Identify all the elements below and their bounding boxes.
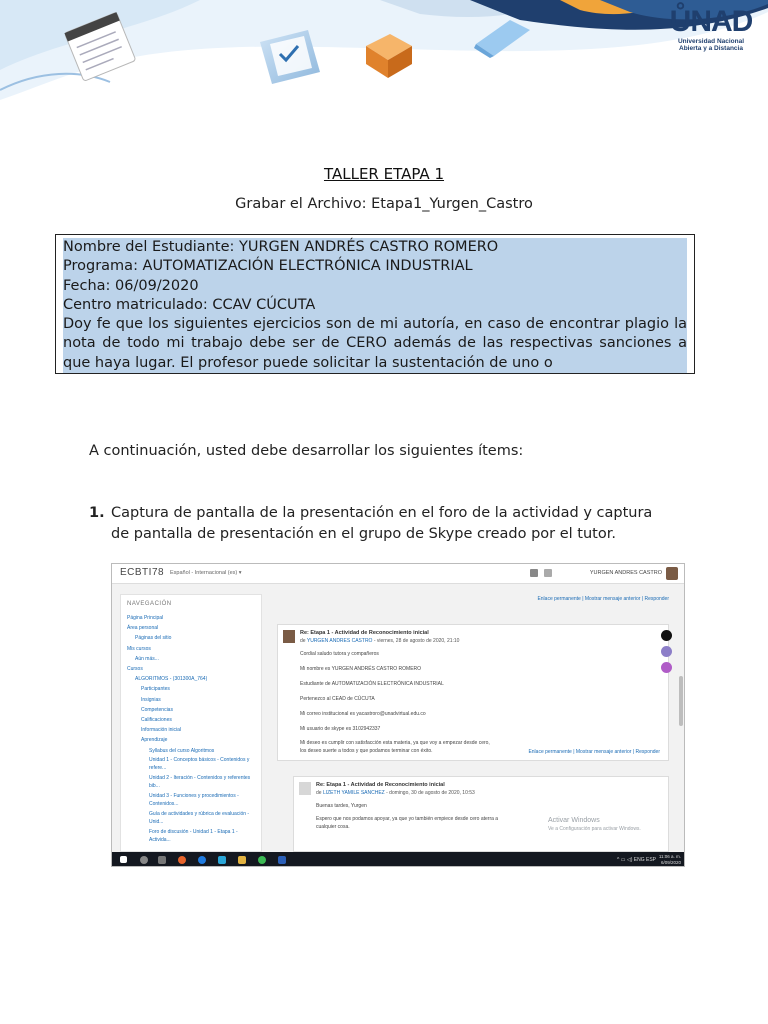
messages-icon [530, 569, 538, 577]
logo-line-1: Universidad Nacional [677, 38, 745, 45]
date: Fecha: 06/09/2020 [63, 277, 687, 296]
nav-item: Información inicial [141, 727, 182, 734]
nav-item: Página Principal [127, 615, 164, 621]
logo-line-2: Abierta y a Distancia [679, 45, 743, 52]
post-title: Re: Etapa 1 - Actividad de Reconocimiento inicial [300, 630, 429, 636]
nav-item: Participantes [141, 686, 170, 693]
dark-mode-icon [661, 630, 672, 641]
nav-item: Foro de discusión - Unidad 1 - Etapa 1 - Activida... [149, 828, 238, 843]
nav-item: Mis cursos [127, 645, 151, 652]
nav-item: Cursos [127, 666, 143, 673]
forum-post [277, 624, 669, 761]
site-brand: ECBTI78 [120, 567, 165, 578]
nav-item: Aún más... [135, 655, 159, 662]
document-subtitle: Grabar el Archivo: Etapa1_Yurgen_Castro [235, 196, 533, 212]
language-selector: Español - Internacional (es) ▾ [170, 570, 242, 576]
forum-post [293, 776, 669, 852]
light-blue-shape [470, 14, 536, 60]
edge-icon [218, 856, 226, 864]
nav-item: Unidad 1 - Conceptos básicos - Contenidos y refere... [149, 756, 250, 771]
user-avatar [666, 567, 678, 580]
student-info-box [55, 234, 695, 374]
nav-item: Unidad 2 - Iteración - Contenidos y referentes bib... [149, 774, 251, 789]
center: Centro matriculado: CCAV CÚCUTA [63, 296, 687, 315]
nav-heading: NAVEGACIÓN [127, 601, 172, 607]
screenshot-topbar [112, 564, 685, 584]
start-icon [120, 856, 127, 863]
clock: 11:06 a. m. 6/09/2020 [658, 854, 681, 865]
forum-thread [269, 590, 677, 852]
notifications-icon [544, 569, 552, 577]
item-number: 1. [89, 505, 105, 521]
nav-item: Insignias [141, 696, 161, 703]
navigation-block [120, 594, 262, 852]
nav-item: Aprendizaje [141, 737, 168, 744]
system-tray: ^ ▭ ◁) ENG ESP [617, 857, 656, 863]
post-links-top: Enlace permanente | Mostrar mensaje anterior | Responder [537, 596, 669, 602]
nav-item: Competencias [141, 706, 173, 713]
search-icon [140, 856, 148, 864]
list-item [89, 503, 669, 545]
skype-icon [198, 856, 206, 864]
document-title: TALLER ETAPA 1 [323, 165, 445, 183]
header-banner [0, 0, 768, 110]
task-view-icon [158, 856, 166, 864]
accessibility-icon [661, 646, 672, 657]
clipboard-icon [250, 22, 330, 90]
windows-watermark: Activar Windows Ve a Configuración para activar Windows. [548, 817, 641, 832]
chrome-icon [258, 856, 266, 864]
box-icon [358, 30, 418, 82]
tools-icon [661, 662, 672, 673]
nav-item: ALGORITMOS - (301300A_764) [135, 676, 208, 683]
program: Programa: AUTOMATIZACIÓN ELECTRÓNICA INDUSTRIAL [63, 257, 687, 276]
unad-logo [668, 6, 754, 52]
post-avatar [283, 630, 295, 643]
authorship-statement: Doy fe que los siguientes ejercicios son de mi autoría, en caso de encontrar plagio la nota de todo mi trabajo debe ser de CERO además de las respectivas sanciones a que haya lugar. El profesor puede solicitar la sustentación de uno o [63, 315, 687, 373]
post-title: Re: Etapa 1 - Actividad de Reconocimiento inicial [316, 782, 445, 788]
nav-item: Páginas del sitio [135, 635, 172, 642]
intro-text: A continuación, usted debe desarrollar los siguientes ítems: [89, 443, 524, 459]
nav-item: Syllabus del curso Algoritmos [149, 747, 215, 754]
post-meta: de LIZETH YAMILE SANCHEZ - domingo, 30 de agosto de 2020, 10:53 [316, 790, 475, 796]
nav-item: Guía de actividades y rúbrica de evaluación - Unid... [149, 810, 250, 825]
logo-mark: ŮNAD [669, 5, 753, 38]
post-meta: de YURGEN ANDRES CASTRO - viernes, 28 de agosto de 2020, 21:10 [300, 638, 460, 644]
student-name: Nombre del Estudiante: YURGEN ANDRÉS CASTRO ROMERO [63, 238, 687, 257]
post-body: Buenas tardes, Yurgen Espero que nos podamos apoyar, ya que yo también empiece desde cero aterra a cualquier cosa. [316, 803, 499, 830]
item-text: Captura de pantalla de la presentación en el foro de la actividad y captura de pantalla de presentación en el grupo de Skype creado por el tutor. [111, 505, 653, 542]
firefox-icon [178, 856, 186, 864]
taskbar [112, 852, 685, 867]
post-avatar [299, 782, 311, 795]
post-body: Cordial saludo tutora y compañeros Mi nombre es YURGEN ANDRÉS CASTRO ROMERO Estudiante de AUTOMATIZACIÓN ELECTRÓNICA INDUSTRIAL Pertenezco al CEAD de CÚCUTA Mi correo institucional es yacastroro@unadvirtual.edu.co Mi usuario de skype es 3102942337 Mi deseo es cumplir con satisfacción esta materia, ya que voy a empezar desde cero, los deseo suerte a todos y que podamos terminar con éxito. [300, 651, 490, 754]
word-icon [278, 856, 286, 864]
scrollbar [679, 676, 683, 726]
notepad-icon [58, 10, 146, 82]
explorer-icon [238, 856, 246, 864]
nav-item: Área personal [127, 625, 159, 632]
nav-item: Calificaciones [141, 717, 172, 724]
user-name: YURGEN ANDRES CASTRO [589, 570, 662, 576]
forum-screenshot [111, 563, 685, 867]
post-links: Enlace permanente | Mostrar mensaje anterior | Responder [528, 749, 660, 755]
nav-item: Unidad 3 - Funciones y procedimientos - Contenidos... [149, 792, 239, 807]
